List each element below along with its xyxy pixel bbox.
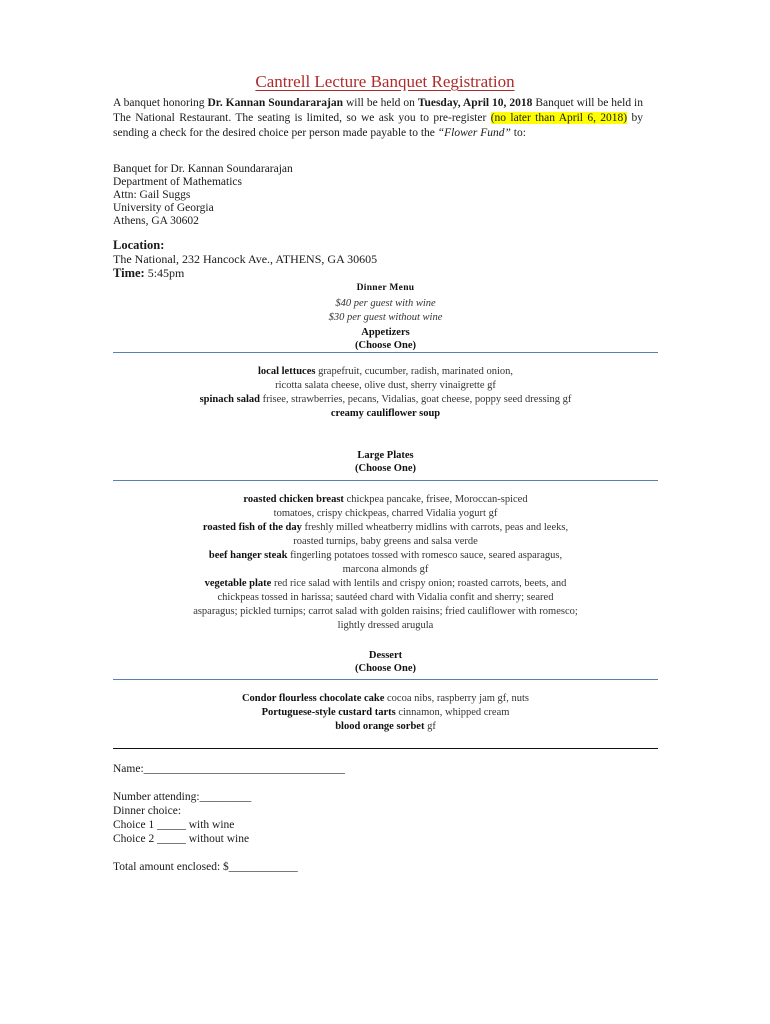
item-desc: tomatoes, crispy chickpeas, charred Vidalia yogurt gf [273,508,498,519]
dinner-choice-label: Dinner choice: [113,805,182,817]
mailing-address [113,163,513,228]
section-divider [113,352,658,353]
item-name: Condor flourless chocolate cake [241,693,385,704]
price-with-wine: $40 per guest with wine [335,298,436,309]
menu-item [113,365,658,379]
number-attending-field[interactable]: Number attending:_________ [113,791,252,803]
item-name: beef hanger steak [208,550,288,561]
item-desc: gf [424,721,436,732]
address-line: University of Georgia [113,202,214,214]
menu-heading: Dinner Menu [356,283,415,293]
dessert-header [113,649,658,675]
intro-text-1: A banquet honoring [113,97,208,109]
price-without-wine: $30 per guest without wine [328,312,443,323]
item-desc: cocoa nibs, raspberry jam gf, nuts [384,693,530,704]
address-line: Banquet for Dr. Kannan Soundararajan [113,163,293,175]
total-amount-field[interactable]: Total amount enclosed: $____________ [113,861,298,873]
registration-deadline: (no later than April 6, 2018) [490,112,628,124]
item-name: roasted chicken breast [243,494,344,505]
menu-item [113,706,658,720]
large-plates-title: Large Plates [357,450,414,461]
page-title: Cantrell Lecture Banquet Registration [255,72,515,91]
intro-text-3: Banquet will be held in The National Restaurant. The seating is limited, so we ask you to pre-register [113,97,643,124]
item-name: creamy cauliflower soup [330,408,441,419]
menu-item [113,692,658,706]
form-divider [113,748,658,749]
menu-header [113,282,658,352]
item-desc: chickpeas tossed in harissa; sautéed chard with Vidalia confit and sherry; seared [217,592,554,603]
choice-1-field[interactable]: Choice 1 _____ with wine [113,819,235,831]
section-divider [113,679,658,680]
item-desc: lightly dressed arugula [337,620,434,631]
menu-item [113,549,658,563]
menu-item [113,521,658,535]
menu-item [113,720,658,734]
address-line: Athens, GA 30602 [113,215,199,227]
item-desc: frisee, strawberries, pecans, Vidalias, goat cheese, poppy seed dressing gf [259,394,572,405]
appetizers-choose: (Choose One) [355,340,416,351]
dessert-title: Dessert [368,650,403,661]
large-plates-header [113,449,658,475]
choice-2-field[interactable]: Choice 2 _____ without wine [113,833,250,845]
location-value: The National, 232 Hancock Ave., ATHENS, GA 30605 [113,252,378,266]
intro-text-5: to: [510,127,526,139]
item-name: local lettuces [258,366,316,377]
menu-item [113,493,658,507]
banquet-date: Tuesday, April 10, 2018 [417,97,533,109]
item-name: vegetable plate [204,578,272,589]
menu-item [113,393,658,407]
address-line: Department of Mathematics [113,176,243,188]
location-block [113,238,613,280]
location-label: Location: [113,238,165,252]
item-desc: ricotta salata cheese, olive dust, sherry vinaigrette gf [275,380,496,391]
dessert-choose: (Choose One) [355,663,416,674]
large-plates-list [113,493,658,633]
appetizers-title: Appetizers [361,327,410,338]
item-name: roasted fish of the day [202,522,302,533]
registration-form [113,762,513,874]
appetizers-list [113,365,658,421]
item-desc: marcona almonds gf [342,564,429,575]
item-name: spinach salad [199,394,260,405]
intro-text-2: will be held on [343,97,418,109]
large-plates-choose: (Choose One) [355,463,416,474]
time-label: Time: [113,266,145,280]
section-divider [113,480,658,481]
item-desc: asparagus; pickled turnips; carrot salad with golden raisins; fried cauliflower with romesco; [193,606,578,617]
fund-name: “Flower Fund” [437,127,511,139]
time-value: 5:45pm [144,266,185,280]
item-desc: freshly milled wheatberry midlins with carrots, peas and leeks, [301,522,569,533]
item-name: blood orange sorbet [335,721,425,732]
intro-paragraph [113,96,643,141]
item-name: Portuguese-style custard tarts [261,707,396,718]
name-field[interactable]: Name:___________________________________ [113,763,345,775]
item-desc: fingerling potatoes tossed with romesco sauce, seared asparagus, [287,550,563,561]
intro-text-4: by sending a check for the desired choice per person made payable to the [113,112,643,139]
item-desc: red rice salad with lentils and crispy onion; roasted carrots, beets, and [271,578,567,589]
item-desc: grapefruit, cucumber, radish, marinated onion, [315,366,513,377]
item-desc: cinnamon, whipped cream [395,707,510,718]
item-desc: roasted turnips, baby greens and salsa verde [293,536,478,547]
menu-item [113,577,658,591]
address-line: Attn: Gail Suggs [113,189,191,201]
honoree-name: Dr. Kannan Soundararajan [207,97,344,109]
dessert-list [113,692,658,734]
item-desc: chickpea pancake, frisee, Moroccan-spiced [343,494,528,505]
